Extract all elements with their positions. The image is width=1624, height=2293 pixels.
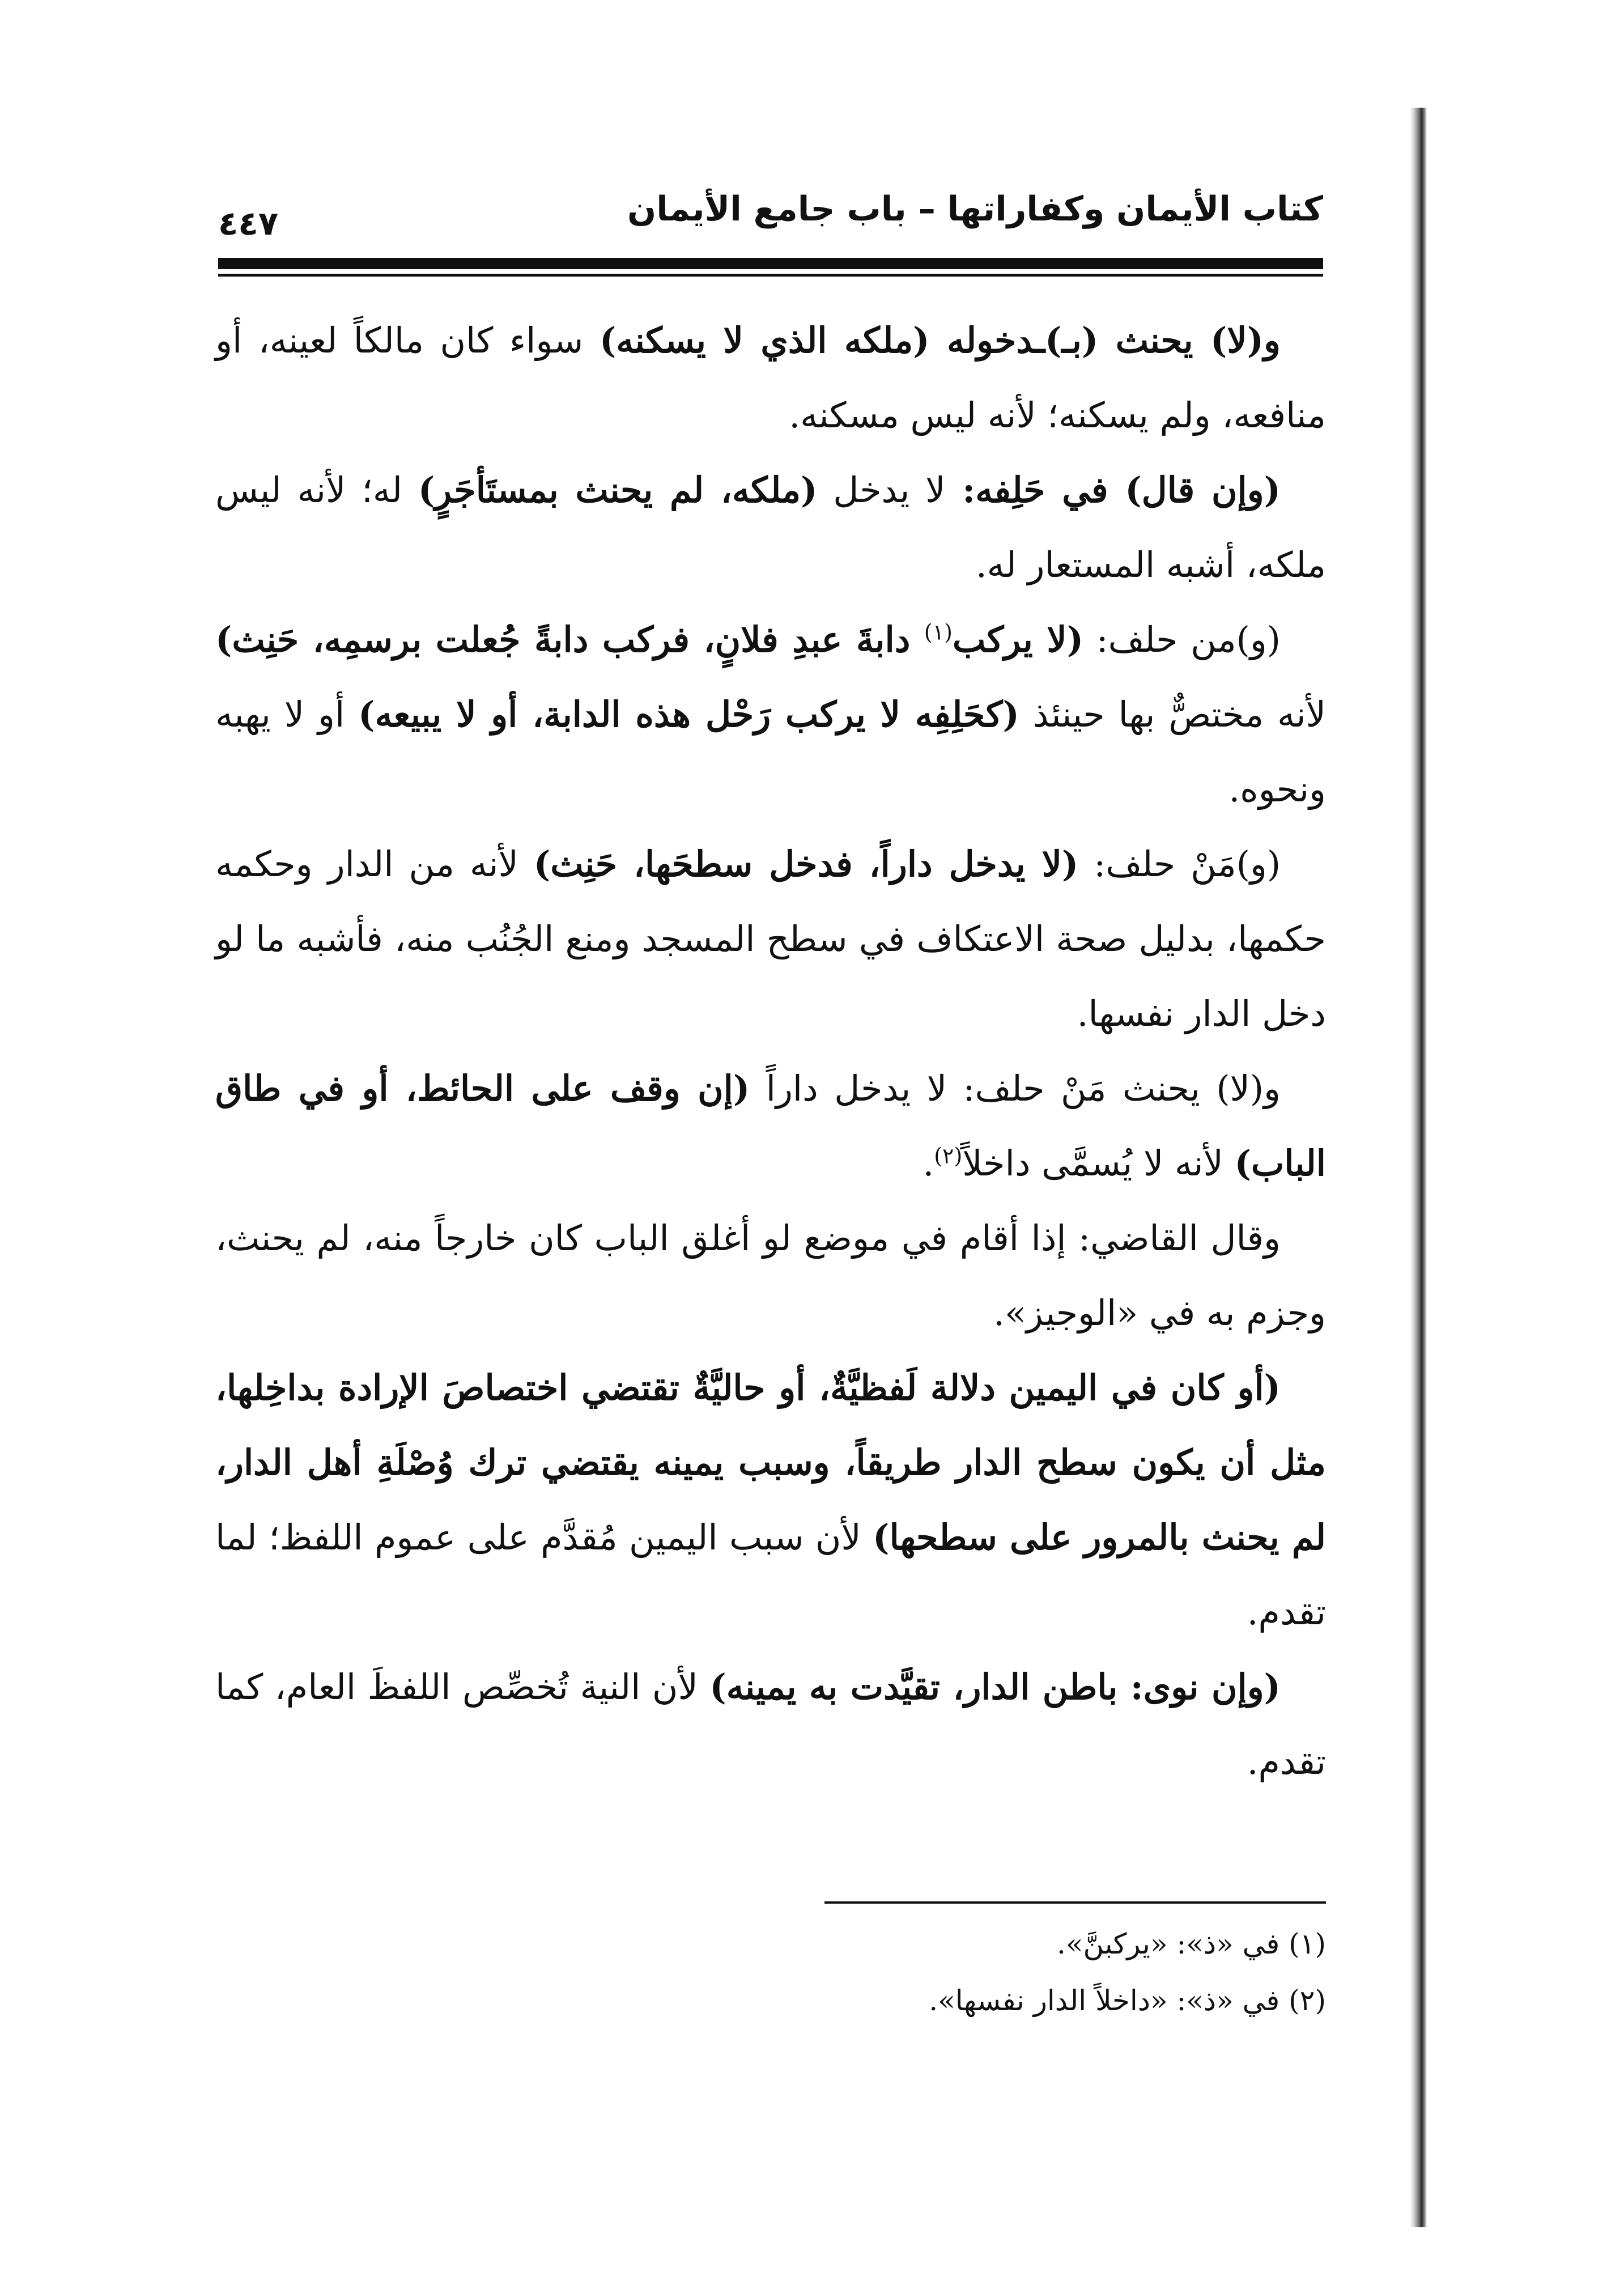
header-rule-thick	[218, 258, 1323, 269]
footnote-marker: (١)	[924, 619, 953, 645]
footnote-1: (١) في «ذ»: «يركبنَّ».	[1057, 1927, 1326, 1960]
text-segment: لا يدخل داراً	[750, 1068, 947, 1109]
text-segment: سواء كان مالكاً لعينه، أو منافعه، ولم يسكنه؛ لأنه ليس مسكنه.	[215, 320, 1326, 436]
paragraph	[215, 602, 1326, 827]
paragraph	[215, 827, 1326, 1051]
text-segment: دابةَ عبدِ فلانٍ، فركب دابةً جُعلت برسمِه، حَنِث)	[215, 619, 924, 660]
paragraph	[215, 1351, 1326, 1650]
text-segment: (ملكه، لم يحنث بمستَأجَرٍ)	[418, 469, 818, 511]
page-number: ٤٤٧	[218, 204, 279, 243]
text-segment: أو لا يهبه ونحوه.	[215, 694, 1326, 810]
text-segment: لأنه لا يُسمَّى داخلاً	[962, 1143, 1235, 1184]
text-segment: له؛ لأنه ليس ملكه، أشبه المستعار له.	[215, 469, 1326, 585]
text-segment: لأن النية تُخصِّص اللفظَ العام، كما تقدم.	[215, 1666, 1326, 1782]
header-rule-thin	[218, 274, 1323, 277]
text-segment: و(لا) يحنث مَنْ حلف:	[947, 1068, 1281, 1109]
text-segment: (وإن قال) في حَلِفه:	[945, 469, 1281, 511]
text-segment: (إن وقف على الحائط، أو في طاق الباب)	[215, 1068, 1326, 1184]
page-header	[218, 181, 1323, 255]
text-segment: (وإن نوى: باطن الدار، تقيَّدت به يمينه)	[709, 1666, 1281, 1708]
text-segment: لأن سبب اليمين مُقدَّم على عموم اللفظ؛ لما تقدم.	[215, 1517, 1326, 1633]
paragraph	[215, 453, 1326, 602]
text-segment: (و)مَنْ حلف:	[1078, 843, 1281, 885]
footnote-separator	[824, 1901, 1326, 1904]
paragraph	[215, 1650, 1326, 1799]
paragraph	[215, 1201, 1326, 1351]
text-segment: (لا يدخل داراً، فدخل سطحَها، حَنِث)	[533, 843, 1079, 885]
footnotes	[567, 1916, 1326, 2029]
main-text	[215, 303, 1326, 1799]
text-segment: لأنه من الدار وحكمه حكمها، بدليل صحة الاعتكاف في سطح المسجد ومنع الجُنُب منه، فأشبه ما لو دخل الدار نفسها.	[215, 843, 1326, 1034]
text-segment: .	[922, 1143, 934, 1184]
text-segment: لا يدخل	[817, 469, 946, 511]
paragraph	[215, 303, 1326, 453]
footnote-marker: (٢)	[934, 1143, 963, 1169]
footnote-2: (٢) في «ذ»: «داخلاً الدار نفسها».	[929, 1984, 1326, 2017]
page-binding-edge	[1410, 108, 1427, 2227]
text-segment: (أو كان في اليمين دلالة لَفظيَّةٌ، أو حاليَّةٌ تقتضي اختصاصَ الإرادة بداخِلها، مثل أن يكون سطح الدار طريقاً، وسبب يمينه يقتضي ترك وُصْلَةِ أهل الدار، لم يحنث بالمرور على سطحها)	[215, 1367, 1326, 1558]
text-segment: و(لا) يحنث (بـ)ـدخوله (ملكه الذي لا يسكنه)	[599, 320, 1281, 361]
text-segment: وقال القاضي: إذا أقام في موضع لو أغلق الباب كان خارجاً منه، لم يحنث، وجزم به في «الوجيز».	[215, 1217, 1326, 1334]
text-segment: (كحَلِفِه لا يركب رَحْل هذه الدابة، أو لا يبيعه)	[358, 694, 1019, 735]
text-segment: (و)من حلف:	[1083, 619, 1281, 660]
paragraph	[215, 1051, 1326, 1201]
running-title: كتاب الأيمان وكفاراتها – باب جامع الأيمان	[627, 189, 1323, 229]
text-segment: (لا يركب	[952, 619, 1084, 660]
text-segment: لأنه مختصٌّ بها حينئذ	[1019, 694, 1327, 735]
